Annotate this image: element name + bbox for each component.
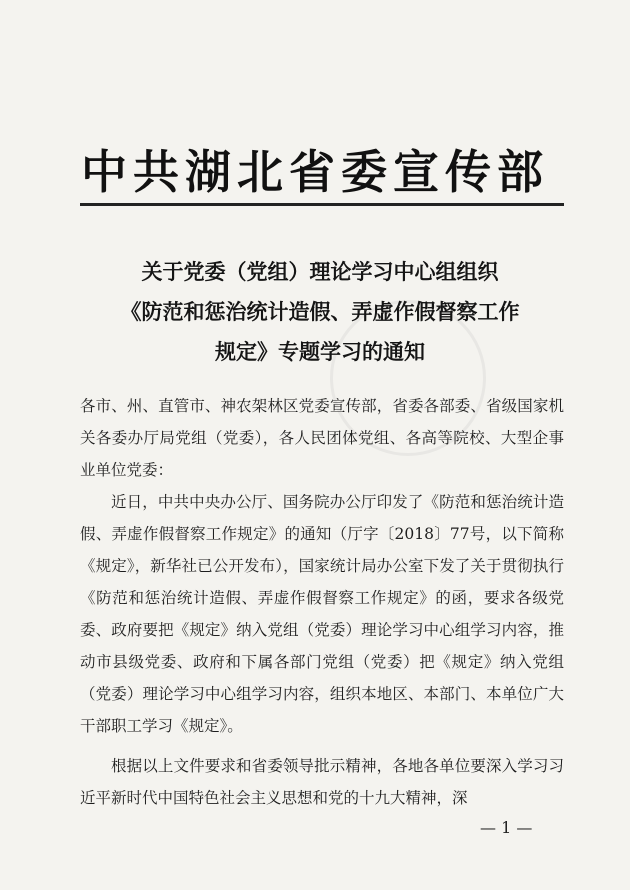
recipients-paragraph: 各市、州、直管市、神农架林区党委宣传部，省委各部委、省级国家机关各委办厅局党组（党委），各人民团体党组、各高等院校、大型企事业单位党委： bbox=[80, 397, 564, 479]
title-line-1: 关于党委（党组）理论学习中心组组织 bbox=[141, 260, 499, 284]
body-paragraph-2: 根据以上文件要求和省委领导批示精神，各地各单位要深入学习习近平新时代中国特色社会主义思想和党的十九大精神，深 bbox=[80, 757, 564, 807]
document-title bbox=[90, 252, 550, 372]
header-divider bbox=[80, 203, 564, 206]
title-line-2: 《防范和惩治统计造假、弄虚作假督察工作 bbox=[120, 300, 520, 324]
document-body bbox=[80, 390, 564, 814]
issuing-organization-header: 中共湖北省委宣传部 bbox=[81, 145, 549, 199]
body-paragraph-1: 近日，中共中央办公厅、国务院办公厅印发了《防范和惩治统计造假、弄虚作假督察工作规定》的通知（厅字〔2018〕77号，以下简称《规定》，新华社已公开发布），国家统计局办公室下发了关于贯彻执行《防范和惩治统计造假、弄虚作假督察工作规定》的函，要求各级党委、政府要把《规定》纳入党组（党委）理论学习中心组学习内容，推动市县级党委、政府和下属各部门党组（党委）把《规定》纳入党组（党委）理论学习中心组学习内容，组织本地区、本部门、本单位广大干部职工学习《规定》。 bbox=[80, 493, 564, 735]
page-number: — 1 — bbox=[480, 818, 533, 837]
title-line-3: 规定》专题学习的通知 bbox=[215, 340, 425, 364]
